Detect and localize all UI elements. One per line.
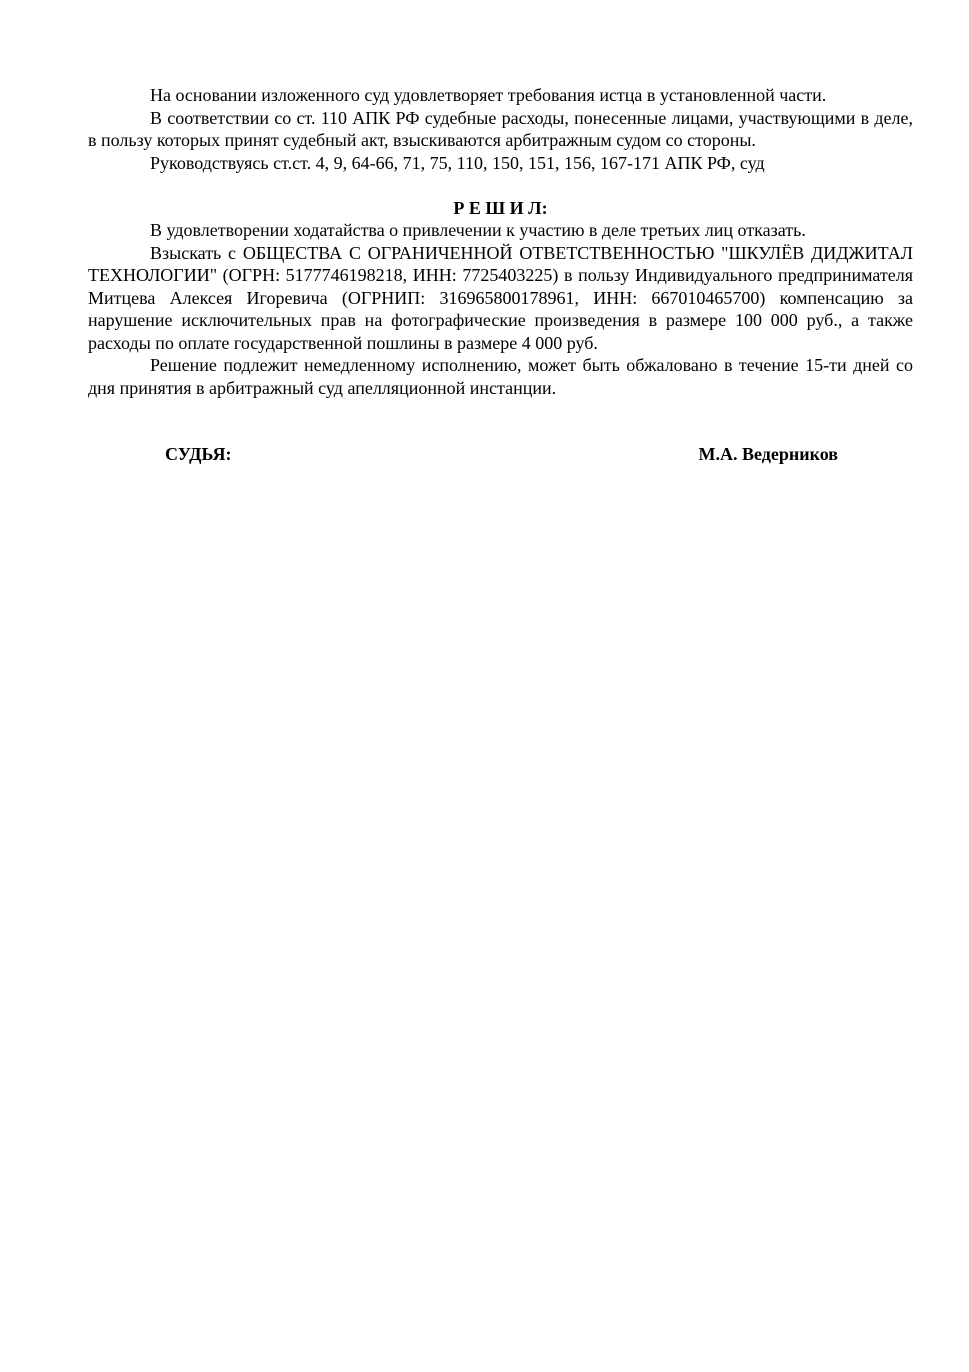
paragraph-court-costs: В соответствии со ст. 110 АПК РФ судебные расходы, понесенные лицами, участвующими в деле, в пользу которых принят судебный акт, взыскиваются арбитражным судом со стороны. [88, 107, 913, 150]
paragraph-claims-satisfied: На основании изложенного суд удовлетворяет требования истца в установленной части. [150, 85, 827, 105]
paragraph-third-parties-refused: В удовлетворении ходатайства о привлечении к участию в деле третьих лиц отказать. [150, 220, 806, 240]
signature-row [88, 443, 913, 466]
spacer-before-heading [88, 174, 913, 197]
document-content [88, 84, 913, 466]
judge-name: М.А. Ведерников [698, 444, 838, 464]
paragraph-enforcement-appeal: Решение подлежит немедленному исполнению, может быть обжаловано в течение 15-ти дней со дня принятия в арбитражный суд апелляционной инстанции. [88, 355, 913, 398]
judge-label: СУДЬЯ: [165, 444, 232, 464]
resolution-heading: Р Е Ш И Л: [453, 197, 548, 218]
paragraph-recovery-order: Взыскать с ОБЩЕСТВА С ОГРАНИЧЕННОЙ ОТВЕТСТВЕННОСТЬЮ "ШКУЛЁВ ДИДЖИТАЛ ТЕХНОЛОГИИ" (ОГРН: 5177746198218, ИНН: 7725403225) в пользу Индивидуального предпринимателя Митцева Алексея Игоревича (ОГРНИП: 316965800178961, ИНН: 667010465700) компенсацию за нарушение исключительных прав на фотографические произведения в размере 100 000 руб., а также расходы по оплате государственной пошлины в размере 4 000 руб. [88, 242, 913, 353]
paragraph-guided-by-articles: Руководствуясь ст.ст. 4, 9, 64-66, 71, 75, 110, 150, 151, 156, 167-171 АПК РФ, суд [150, 152, 765, 173]
